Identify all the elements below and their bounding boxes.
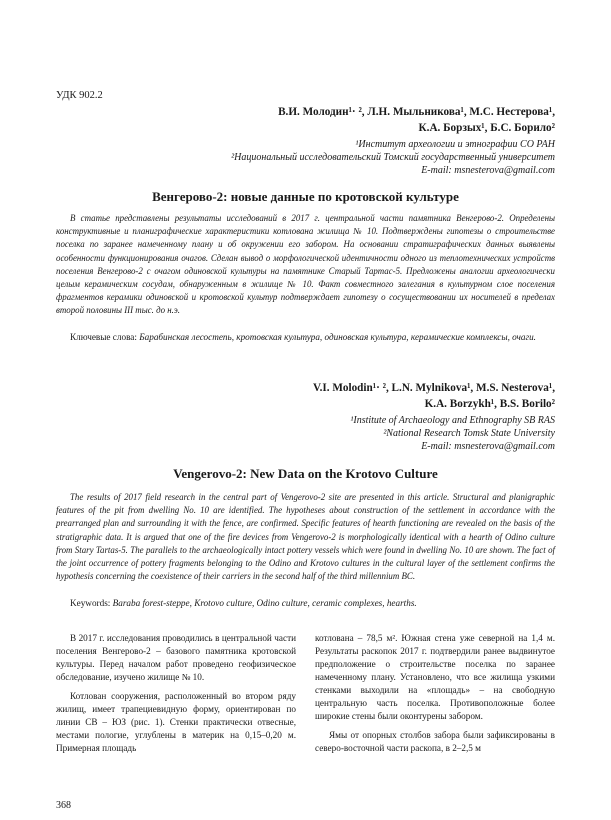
en-authors (95, 380, 555, 412)
ru-authors-line1: В.И. Молодин¹· ², Л.Н. Мыльникова¹, М.С. Нестерова¹, (278, 106, 555, 118)
en-title: Vengerovo-2: New Data on the Krotovo Culture (173, 466, 438, 481)
ru-affiliations (95, 138, 555, 177)
en-authors-line1: V.I. Molodin¹· ², L.N. Mylnikova¹, M.S. Nesterova¹, (312, 382, 555, 394)
en-keywords-values: Baraba forest-steppe, Krotovo culture, Odino culture, ceramic complexes, hearths. (112, 598, 417, 608)
en-keywords-label: Keywords: (70, 598, 113, 608)
body-paragraph: Ямы от опорных столбов забора были зафиксированы в северо-восточной части раскопа, в 2–2,5 м (315, 730, 555, 753)
ru-abstract: В статье представлены результаты исследований в 2017 г. центральной части памятника Венгерово-2. Определены конструктивные и планиграфические характеристики котлована жилища № 10. Подтверждены гипотезы о строительстве поселка по заранее намеченному плану и об окружении его забором. На основании стратиграфических данных выявлены особенности функционирования очагов. Сделан вывод о морфологической идентичности одного из теплотехнических устройств поселения Венгерово-2 с очагом одиновской культуры на памятнике Старый Тартас-5. Предложены аналогии археологически целым керамическим сосудам, обнаруженным в жилище № 10. Факт совместного залегания в культурном слое поселения фрагментов керамики одиновской и кротовской культур подтверждает гипотезу о сосуществовании их носителей в пределах второй половины III тыс. до н.э. (56, 213, 555, 316)
en-affiliations (95, 414, 555, 453)
page-number: 368 (56, 800, 71, 811)
ru-affiliation-1: ¹Институт археологии и этнографии СО РАН (355, 139, 555, 150)
ru-affiliation-2: ²Национальный исследовательский Томский государственный университет (231, 152, 555, 163)
body-column-left (56, 632, 296, 802)
body-paragraph: В 2017 г. исследования проводились в центральной части поселения Венгерово-2 – базового памятника кротовской культуры. Перед началом работ проведено геофизическое обследование, изучено жилище № 10. (56, 633, 296, 682)
ru-email: E-mail: msnesterova@gmail.com (421, 165, 555, 176)
ru-title: Венгерово-2: новые данные по кротовской культуре (152, 189, 459, 204)
body-text (56, 632, 555, 802)
en-affiliation-2: ²National Research Tomsk State University (383, 428, 555, 439)
body-paragraph: котлована – 78,5 м². Южная стена уже северной на 1,4 м. Результаты раскопок 2017 г. подтвердили ранее выдвинутое предположение о строительстве поселка по заранее намеченному плану. Установлено, что все жилища узкими стенками выходили на «площадь» – на свободную центральную часть поселка. Противоположные более широкие стены были оконтурены забором. (315, 633, 555, 721)
ru-keywords-values: Барабинская лесостепь, кротовская культура, одиновская культура, керамические комплексы, очаги. (139, 332, 536, 342)
body-paragraph: Котлован сооружения, расположенный во втором ряду жилищ, имеет трапециевидную форму, ориентирован по линии СВ – ЮЗ (рис. 1). Стенки практически отвесные, местами пологие, углублены в материк на 0,15–0,20 м. Примерная площадь (56, 691, 296, 753)
ru-authors (95, 104, 555, 136)
en-authors-line2: K.A. Borzykh¹, B.S. Borilo² (424, 398, 555, 410)
body-column-right (315, 632, 555, 802)
ru-keywords-label: Ключевые слова: (70, 332, 140, 342)
udk-code: УДК 902.2 (56, 90, 103, 101)
en-abstract: The results of 2017 field research in the central part of Vengerovo-2 site are presented in this article. Structural and planigraphic features of the pit from dwelling No. 10 are identified. The hypotheses about construction of the settlement in accordance with the prearranged plan and surrounding it with the fence, are confirmed. Specific features of hearth functioning are revealed on the basis of the stratigraphic data. It is argued that one of the fire devices from Vengerovo-2 is morphologically identical with a hearth of Odino culture from Stary Tartas-5. The parallels to the archaeologically intact pottery vessels which were found in dwelling No. 10 are shown. The fact of the joint occurrence of pottery fragments belonging to the Odino and Krotovo cultures in the cultural layer of the settlement confirms the hypothesis concerning the coexistence of their carriers in the second half of the third millennium BC. (56, 492, 555, 582)
ru-keywords (56, 331, 555, 344)
en-affiliation-1: ¹Institute of Archaeology and Ethnography SB RAS (350, 415, 555, 426)
en-email: E-mail: msnesterova@gmail.com (421, 441, 555, 452)
ru-authors-line2: К.А. Борзых¹, Б.С. Борило² (418, 122, 555, 134)
en-keywords (56, 597, 555, 610)
